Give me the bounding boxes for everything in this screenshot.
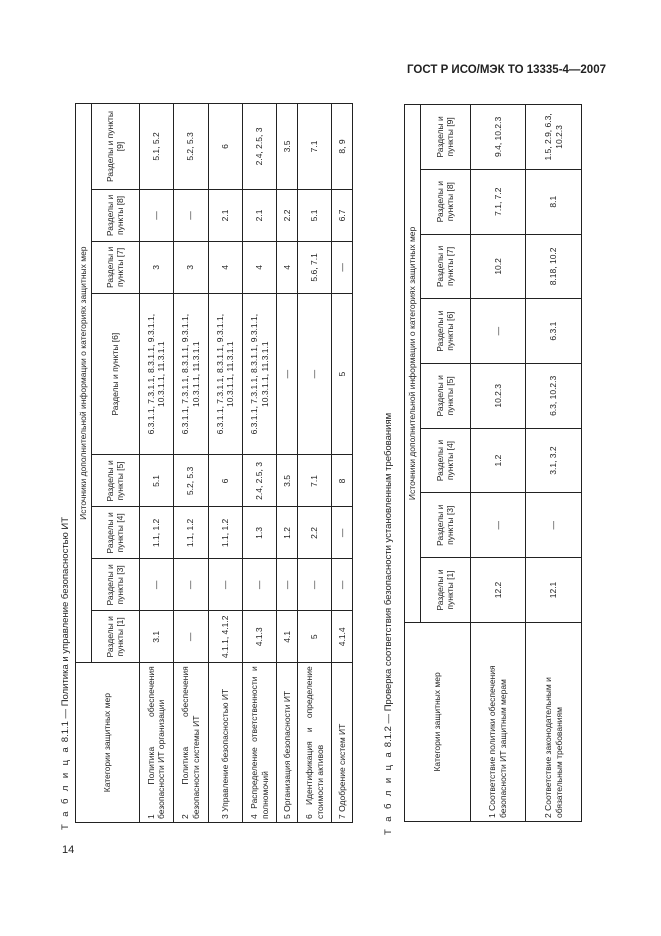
table2-header-col: Разделы и пункты [5]: [420, 363, 470, 428]
value-cell: —: [174, 559, 208, 611]
table-row: [526, 105, 582, 822]
value-cell: —: [139, 559, 173, 611]
value-cell: 1.1, 1.2: [139, 507, 173, 559]
value-cell: —: [332, 241, 353, 293]
value-cell: 5.6, 7.1: [297, 241, 331, 293]
table1-header-group: Источники дополнительной информации о категориях защитных мер: [76, 104, 92, 663]
value-cell: 6.3, 10.2.3: [526, 363, 582, 428]
table2-header-group: Источники дополнительной информации о категориях защитных мер: [405, 105, 421, 623]
value-cell: 6.3.1.1, 7.3.1.1, 8.3.1.1, 9.3.1.1, 10.3.1.1, 11.3.1.1: [139, 293, 173, 455]
value-cell: 6.3.1: [526, 299, 582, 364]
value-cell: 1.3: [242, 507, 276, 559]
value-cell: —: [174, 189, 208, 241]
table1-header-col: Разделы и пункты [8]: [91, 189, 139, 241]
value-cell: 2.1: [242, 189, 276, 241]
value-cell: 7.1, 7.2: [470, 169, 526, 234]
value-cell: 6.3.1.1, 7.3.1.1, 8.3.1.1, 9.3.1.1, 10.3.1.1, 11.3.1.1: [174, 293, 208, 455]
table1-wrapper: [75, 103, 353, 823]
value-cell: 5: [332, 293, 353, 455]
table2-header-col: Разделы и пункты [3]: [420, 493, 470, 558]
value-cell: —: [297, 293, 331, 455]
value-cell: 5.2, 5.3: [174, 104, 208, 190]
table1: [75, 103, 353, 823]
value-cell: 10.2.3: [470, 363, 526, 428]
table2-header-col: Разделы и пункты [7]: [420, 234, 470, 299]
value-cell: 8.18, 10.2: [526, 234, 582, 299]
value-cell: 3.5: [277, 455, 298, 507]
value-cell: 8.1: [526, 169, 582, 234]
value-cell: 8, 9: [332, 104, 353, 190]
value-cell: 1.5, 2.9, 6.3, 10.2.3: [526, 105, 582, 170]
value-cell: 6.3.1.1, 7.3.1.1, 8.3.1.1, 9.3.1.1, 10.3.1.1, 11.3.1.1: [208, 293, 242, 455]
value-cell: 4.1.3: [242, 611, 276, 663]
value-cell: 5.2, 5.3: [174, 455, 208, 507]
value-cell: —: [332, 507, 353, 559]
table-row: [332, 104, 353, 823]
value-cell: 6.7: [332, 189, 353, 241]
table-row: [277, 104, 298, 823]
category-cell: 4 Распределение ответственности и полномочий: [242, 663, 276, 823]
table2: [404, 104, 582, 822]
table1-header-col: Разделы и пункты [9]: [91, 104, 139, 190]
table2-header-category: Категории защитных мер: [405, 622, 471, 821]
category-cell: 1 Политика обеспечения безопасности ИТ организации: [139, 663, 173, 823]
table-row: [242, 104, 276, 823]
table1-header-col: Разделы и пункты [4]: [91, 507, 139, 559]
category-cell: 2 Соответствие законодательным и обязательным требованиям: [526, 622, 582, 821]
value-cell: 1.1, 1.2: [174, 507, 208, 559]
table1-header-col: Разделы и пункты [1]: [91, 611, 139, 663]
value-cell: —: [139, 189, 173, 241]
value-cell: 12.2: [470, 558, 526, 623]
table-row: [139, 104, 173, 823]
category-cell: 1 Соответствие политики обеспечения безопасности ИТ защитным мерам: [470, 622, 526, 821]
value-cell: 6: [208, 455, 242, 507]
value-cell: 4: [277, 241, 298, 293]
value-cell: 8: [332, 455, 353, 507]
page-number: 14: [62, 844, 75, 856]
table2-caption-text: 8.1.2 — Проверка соответствия безопасности установленным требованиям: [383, 412, 394, 750]
value-cell: 5.1: [139, 455, 173, 507]
value-cell: —: [526, 493, 582, 558]
value-cell: —: [277, 559, 298, 611]
value-cell: 4: [242, 241, 276, 293]
table2-header-col: Разделы и пункты [6]: [420, 299, 470, 364]
table1-header-col: Разделы и пункты [6]: [91, 293, 139, 455]
value-cell: 3.1, 3.2: [526, 428, 582, 493]
value-cell: 7.1: [297, 455, 331, 507]
table1-header-category: Категории защитных мер: [76, 663, 140, 823]
table1-header-col: Разделы и пункты [7]: [91, 241, 139, 293]
table2-caption: [383, 413, 394, 835]
category-cell: 6 Идентификация и определение стоимости активов: [297, 663, 331, 823]
table-row: [297, 104, 331, 823]
table-row: [208, 104, 242, 823]
value-cell: 6: [208, 104, 242, 190]
table2-wrapper: [404, 104, 582, 822]
table1-header-col: Разделы и пункты [5]: [91, 455, 139, 507]
value-cell: 5.1, 5.2: [139, 104, 173, 190]
value-cell: 2.2: [297, 507, 331, 559]
value-cell: 3.5: [277, 104, 298, 190]
value-cell: 12.1: [526, 558, 582, 623]
value-cell: 6.3.1.1, 7.3.1.1, 8.3.1.1, 9.3.1.1, 10.3.1.1, 11.3.1.1: [242, 293, 276, 455]
table2-caption-prefix: Т а б л и ц а: [383, 749, 394, 835]
document-header: ГОСТ Р ИСО/МЭК ТО 13335-4—2007: [407, 64, 606, 76]
category-cell: 5 Организация безопасности ИТ: [277, 663, 298, 823]
table1-header-col: Разделы и пункты [3]: [91, 559, 139, 611]
value-cell: 5: [297, 611, 331, 663]
value-cell: 7.1: [297, 104, 331, 190]
category-cell: 3 Управление безопасностью ИТ: [208, 663, 242, 823]
value-cell: 5.1: [297, 189, 331, 241]
category-cell: 7 Одобрение систем ИТ: [332, 663, 353, 823]
value-cell: —: [297, 559, 331, 611]
value-cell: 4.1: [277, 611, 298, 663]
table1-caption: [60, 517, 71, 830]
table2-header-col: Разделы и пункты [4]: [420, 428, 470, 493]
value-cell: 2.4, 2.5, 3: [242, 455, 276, 507]
value-cell: 3.1: [139, 611, 173, 663]
value-cell: 4.1.4: [332, 611, 353, 663]
value-cell: —: [174, 611, 208, 663]
table-row: [470, 105, 526, 822]
category-cell: 2 Политика обеспечения безопасности системы ИТ: [174, 663, 208, 823]
value-cell: 4.1.1, 4.1.2: [208, 611, 242, 663]
value-cell: —: [208, 559, 242, 611]
value-cell: 3: [139, 241, 173, 293]
value-cell: 4: [208, 241, 242, 293]
table2-header-col: Разделы и пункты [8]: [420, 169, 470, 234]
value-cell: —: [470, 299, 526, 364]
table1-caption-text: 8.1.1 — Политика и управление безопасностью ИТ: [60, 516, 71, 745]
table1-caption-prefix: Т а б л и ц а: [60, 744, 71, 830]
table2-header-col: Разделы и пункты [1]: [420, 558, 470, 623]
value-cell: —: [470, 493, 526, 558]
value-cell: —: [277, 293, 298, 455]
value-cell: 2.1: [208, 189, 242, 241]
value-cell: 9.4, 10.2.3: [470, 105, 526, 170]
value-cell: 1.1, 1.2: [208, 507, 242, 559]
value-cell: 1.2: [277, 507, 298, 559]
value-cell: —: [242, 559, 276, 611]
value-cell: —: [332, 559, 353, 611]
value-cell: 2.2: [277, 189, 298, 241]
value-cell: 10.2: [470, 234, 526, 299]
value-cell: 1.2: [470, 428, 526, 493]
table-row: [174, 104, 208, 823]
table2-header-col: Разделы и пункты [9]: [420, 105, 470, 170]
value-cell: 2.4, 2.5, 3: [242, 104, 276, 190]
value-cell: 3: [174, 241, 208, 293]
